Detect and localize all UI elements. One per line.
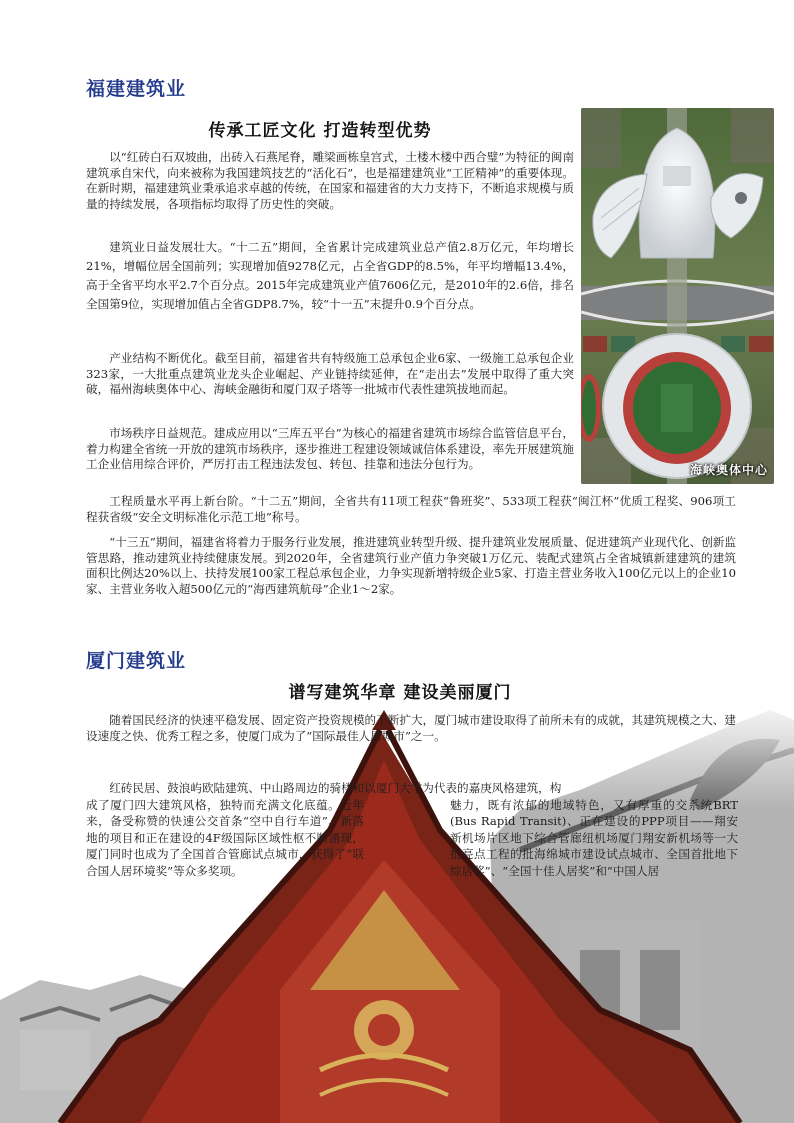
fujian-paragraph-5: 工程质量水平再上新台阶。“十二五”期间，全省共有11项工程获“鲁班奖”、533项工程获“闽江杯”优质工程奖、906项工程获省级“安全文明标准化示范工地”称号。 — [86, 494, 736, 524]
xiamen-paragraph-2-left-column: 成了厦门四大建筑风格，独特而充满文化底蕴。近年来，备受称赞的快速公交首条“空中自行车道”、新落地的项目和正在建设的4F级国际区域性枢不断涌现，厦门同时也成为了全国首合管廊试点城市，获得了“联合国人居环境奖”等众多奖项。 — [86, 798, 364, 878]
xiamen-section-heading: 厦门建筑业 — [86, 650, 187, 672]
xiamen-paragraph-2-right-column: 魅力，既有浓郁的地域特色，又有厚重的交系统BRT (Bus Rapid Transit)、正在建设的PPP项目——翔安新机场片区地下综合管廊纽机场厦门翔安新机场等一大批亮点工程的批海绵城市建设试点城市、全国首批地下综居奖”、“全国十佳人居奖”和“中国人居 — [450, 798, 738, 878]
fujian-paragraph-4: 市场秩序日益规范。建成应用以“三库五平台”为核心的福建省建筑市场综合监管信息平台，着力构建全省统一开放的建筑市场秩序，逐步推进工程建设领域诚信体系建设，率先开展建筑施工企业信用综合评价，严厉打击工程违法发包、转包、挂靠和违法分包行为。 — [86, 426, 574, 472]
fujian-paragraph-3: 产业结构不断优化。截至目前，福建省共有特级施工总承包企业6家、一级施工总承包企业323家，一大批重点建筑业龙头企业崛起、产业链持续延伸，在“走出去”发展中取得了重大突破，福州海峡奥体中心、海峡金融街和厦门双子塔等一批城市代表性建筑拔地而起。 — [86, 351, 574, 397]
xiamen-paragraph-1: 随着国民经济的快速平稳发展、固定资产投资规模的不断扩大，厦门城市建设取得了前所未有的成就，其建筑规模之大、建设速度之快、优秀工程之多，使厦门成为了“国际最佳人居城市”之一。 — [86, 713, 736, 744]
photo-caption: 海峡奥体中心 — [689, 463, 768, 477]
xiamen-article-title: 谱写建筑华章 建设美丽厦门 — [288, 683, 512, 703]
fujian-paragraph-1: 以“红砖白石双坡曲，出砖入石燕尾脊，雕梁画栋皇宫式，土楼木楼中西合璧”为特征的闽南建筑承自宋代，向来被称为我国建筑技艺的“活化石”，也是福建建筑业“工匠精神”的重要体现。在新时期，福建建筑业秉承追求卓越的传统，在国家和福建省的大力支持下，不断追求规模与质量的持续发展，各项指标均取得了历史性的突破。 — [86, 150, 574, 211]
fujian-article-title: 传承工匠文化 打造转型优势 — [208, 121, 432, 141]
fujian-section-heading: 福建建筑业 — [86, 78, 187, 100]
xiamen-paragraph-2-line-1: 红砖民居、鼓浪屿欧陆建筑、中山路周边的骑楼和以厦门大学为代表的嘉庚风格建筑，构 — [109, 781, 562, 795]
stadium-aerial-illustration — [581, 108, 774, 484]
stadium-aerial-photo — [581, 108, 774, 484]
fujian-paragraph-2: 建筑业日益发展壮大。“十二五”期间，全省累计完成建筑业总产值2.8万亿元，年均增长21%，增幅位居全国前列；实现增加值9278亿元，占全省GDP的8.5%，年平均增幅13.4%，高于全省平均水平2.7个百分点。2015年完成建筑业产值7606亿元，是2010年的2.6倍，排名全国第9位，实现增加值占全省GDP8.7%，较“十一五”末提升0.9个百分点。 — [86, 240, 574, 311]
fujian-paragraph-6: “十三五”期间，福建省将着力于服务行业发展，推进建筑业转型升级、提升建筑业发展质量、促进建筑产业现代化、创新监管思路，推动建筑业持续健康发展。到2020年，全省建筑行业产值力争突破1万亿元、装配式建筑占全省城镇新建建筑的建筑面积比例达20%以上、扶持发展100家工程总承包企业，力争实现新增特级企业5家、打造主营业务收入100亿元以上的企业10家、主营业务收入超500亿元的“海西建筑航母”企业1～2家。 — [86, 535, 736, 596]
minnan-roof-artwork — [0, 690, 794, 1123]
